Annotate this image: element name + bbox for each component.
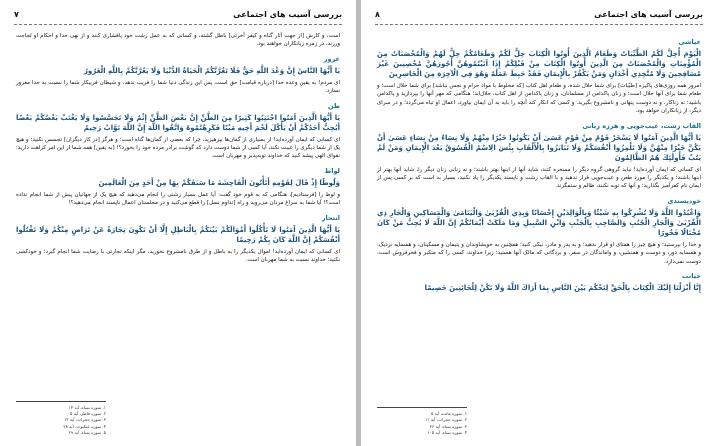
footnote: ۳. سوره نساء، آیه ۳۶ <box>429 423 467 429</box>
footnote: ۲. سوره فاطر، آیه ۵ <box>70 411 106 417</box>
intro-paragraph: است، و کارش [از جهت آثار گناه و کیفر آخرتی] باطل گشته، و کسانی که به عمل زشت خود پافشاری کنند و از نهی خدا و احکام او لجاجت ورزند، در زمره زیانکاران خواهند بود. <box>16 33 340 48</box>
page-header <box>14 10 342 25</box>
quran-verse: إِنَّا أَنْزَلْنَا إِلَيْكَ الْكِتَابَ بِالْحَقِّ لِتَحْكُمَ بَيْنَ النَّاسِ بِمَا أَرَاكَ اللَّهُ وَلَا تَكُنْ لِلْخَائِنِينَ خَصِيمًا <box>424 284 701 293</box>
quran-verse: يَا أَيُّهَا الَّذِينَ آمَنُوا لَا تَأْكُلُوا أَمْوَالَكُمْ بَيْنَكُمْ بِالْبَاطِلِ إِلَّا أَنْ تَكُونَ تِجَارَةً عَنْ تَرَاضٍ مِنْكُمْ وَلَا تَقْتُلُوا أَنْفُسَكُمْ إِنَّ اللَّهَ كَانَ بِكُمْ رَحِيمًا <box>16 225 340 244</box>
translation-paragraph: ای کسانی که ایمان آورده‌اید! نباید گروهی گروه دیگر را مسخره کنند، شاید آنها از اینها بهتر باشند؛ و نه زنانی زنان دیگر را، شاید آنها بهتر از اینها باشند؛ و یکدیگر را مورد طعن و عیب‌جویی قرار ندهید و با القاب زشت و ناپسند یکدیگر را یاد نکنید، بسیار بد است که بر کسی پس از ایمان نام کفرآمیز بگذارید؛ و آنها که توبه نکنند، ظالم و ستمگرند. <box>377 166 701 190</box>
book-page-7 <box>0 0 356 446</box>
section-title: لواط <box>324 166 340 175</box>
translation-paragraph: ای مردم! به یقین وعده خدا [درباره قیامت] حق است، پس این زندگی دنیا شما را فریب ندهد، و شیطان فریبکار شما را نسبت به خدا مغرور نسازد. <box>16 79 340 95</box>
quran-verse: يَا أَيُّهَا الَّذِينَ آمَنُوا لَا يَسْخَرْ قَوْمٌ مِنْ قَوْمٍ عَسَىٰ أَنْ يَكُونُوا خَيْرًا مِنْهُمْ وَلَا نِسَاءٌ مِنْ نِسَاءٍ عَسَىٰ أَنْ يَكُنَّ خَيْرًا مِنْهُنَّ وَلَا تَلْمِزُوا أَنْفُسَكُمْ وَلَا تَنَابَزُوا بِالْأَلْقَابِ بِئْسَ الِاسْمُ الْفُسُوقُ بَعْدَ الْإِيمَانِ وَمَنْ لَمْ يَتُبْ فَأُولَٰئِكَ هُمُ الظَّالِمُونَ <box>377 133 701 162</box>
section-title: القاب زشت، عیب‌جویی و هرزه زبانی <box>582 121 701 130</box>
running-title: بررسی آسیب های اجتماعی <box>233 10 342 19</box>
footnote: ۴. سوره نساء، آیه ۱۰۵ <box>427 429 467 435</box>
quran-verse: يَا أَيُّهَا النَّاسُ إِنَّ وَعْدَ اللَّهِ حَقٌّ فَلَا تَغُرَّنَّكُمُ الْحَيَاةُ الدُّنْيَا وَلَا يَغُرَّنَّكُمْ بِاللَّهِ الْغَرُورُ <box>83 66 340 75</box>
page-content <box>377 32 701 296</box>
page-header <box>375 10 703 25</box>
section-title: عیاشی <box>678 38 701 46</box>
footnote: ۱. سوره مائده، آیه ۵ <box>430 411 467 417</box>
translation-paragraph: و لوط را [فرستادیم]، هنگامی که به قوم خود گفت: آیا عمل بسیار زشتی را انجام می‌دهید که هیچ یک از جهانیان پیش از شما انجام نداده است؟! آیا شما به سراغ مردان می‌روید و راه [تداوم نسل] را قطع می‌کنید و در مجلستان اعمال ناپسند انجام می‌دهید؟! <box>16 191 340 207</box>
quran-verse: يَا أَيُّهَا الَّذِينَ آمَنُوا اجْتَنِبُوا كَثِيرًا مِنَ الظَّنِّ إِنَّ بَعْضَ الظَّنِّ إِثْمٌ وَلَا تَجَسَّسُوا وَلَا يَغْتَبْ بَعْضُكُمْ بَعْضًا أَيُحِبُّ أَحَدُكُمْ أَنْ يَأْكُلَ لَحْمَ أَخِيهِ مَيْتًا فَكَرِهْتُمُوهُ وَاتَّقُوا اللَّهَ إِنَّ اللَّهَ تَوَّابٌ رَحِيمٌ <box>16 113 340 132</box>
translation-paragraph: ای کسانی که ایمان آورده‌اید! اموال یکدیگر را به باطل و از طرق نامشروع نخورید، مگر اینکه تجارتی با رضایت شما انجام گیرد؛ و خودکشی نکنید؛ خداوند نسبت به شما مهربان است. <box>16 248 340 264</box>
quran-verse: وَلُوطًا إِذْ قَالَ لِقَوْمِهِ أَتَأْتُونَ الْفَاحِشَةَ مَا سَبَقَكُمْ بِهَا مِنْ أَحَدٍ مِنَ الْعَالَمِينَ <box>98 178 340 187</box>
footnote: ۳. سوره حجرات، آیه ۱۲ <box>64 417 106 423</box>
quran-verse: وَاعْبُدُوا اللَّهَ وَلَا تُشْرِكُوا بِهِ شَيْئًا وَبِالْوَالِدَيْنِ إِحْسَانًا وَبِذِي الْقُرْبَىٰ وَالْيَتَامَىٰ وَالْمَسَاكِينِ وَالْجَارِ ذِي الْقُرْبَىٰ وَالْجَارِ الْجُنُبِ وَالصَّاحِبِ بِالْجَنْبِ وَابْنِ السَّبِيلِ وَمَا مَلَكَتْ أَيْمَانُكُمْ إِنَّ اللَّهَ لَا يُحِبُّ مَنْ كَانَ مُخْتَالًا فَخُورًا <box>377 208 701 237</box>
section-title: خیانت <box>681 272 701 281</box>
section-title: غرور <box>323 54 340 63</box>
section-title: انتحار <box>321 213 340 222</box>
running-title: بررسی آسیب های اجتماعی <box>594 10 703 19</box>
translation-paragraph: امروز همه روزی‌های پاکیزه [طیّبات] برای شما حلال شده، و طعام اهل کتاب [که مخلوط با مواد حرام و نجس نباشد] برای شما حلال است؛ و طعام شما برای آنها حلال است؛ و زنان پاکدامن از مسلمانان، و زنان پاکدامن از اهل کتاب، حلال‌اند؛ هنگامی که مهر آنها را بپردازید و پاکدامن باشید؛ نه زناکار، و نه دوست پنهانی و نامشروع بگیرید. و کسی که انکار کند آنچه را باید به آن ایمان بیاورد، اعمال او تباه می‌گردد؛ و در سرای دیگر، از زیانکاران خواهد بود. <box>377 83 701 115</box>
book-page-8 <box>361 0 717 446</box>
quran-verse: الْيَوْمَ أُحِلَّ لَكُمُ الطَّيِّبَاتُ وَطَعَامُ الَّذِينَ أُوتُوا الْكِتَابَ حِلٌّ لَكُمْ وَطَعَامُكُمْ حِلٌّ لَهُمْ وَالْمُحْصَنَاتُ مِنَ الْمُؤْمِنَاتِ وَالْمُحْصَنَاتُ مِنَ الَّذِينَ أُوتُوا الْكِتَابَ مِنْ قَبْلِكُمْ إِذَا آتَيْتُمُوهُنَّ أُجُورَهُنَّ مُحْصِنِينَ غَيْرَ مُسَافِحِينَ وَلَا مُتَّخِذِي أَخْدَانٍ وَمَنْ يَكْفُرْ بِالْإِيمَانِ فَقَدْ حَبِطَ عَمَلُهُ وَهُوَ فِي الْآخِرَةِ مِنَ الْخَاسِرِينَ <box>377 50 701 78</box>
section-title: خودپسندی <box>667 196 701 205</box>
translation-paragraph: و خدا را بپرستید؛ و هیچ چیز را همتای او قرار ندهید؛ و به پدر و مادر، نیکی کنید؛ همچنین به خویشاوندان و یتیمان و مسکینان، و همسایه نزدیک، و همسایه دور، و دوست و همنشین، و واماندگان در سفر، و بردگانی که مالک آنها هستید؛ زیرا خداوند، کسی را که متکبر و فخرفروش است، دوست نمی‌دارد. <box>377 241 701 265</box>
footnote: ۴. سوره عنکبوت، آیه ۲۸ <box>63 423 106 429</box>
translation-paragraph: ای کسانی که ایمان آورده‌اید! از بسیاری از گمان‌ها بپرهیزید، چرا که بعضی از گمان‌ها گناه است؛ و هرگز [در کار دیگران] تجسس نکنید؛ و هیچ یک از شما دیگری را غیبت نکند، آیا کسی از شما دوست دارد که گوشت برادر مرده خود را بخورد؟! [به یقین] همه شما از این امر کراهت دارید؛ تقوای الهی پیشه کنید که خداوند توبه‌پذیر و مهربان است. <box>16 136 340 160</box>
footnote: ۱. سوره نساء، آیه ۱۴ <box>68 404 106 410</box>
page-number: ۸ <box>375 10 380 19</box>
footnotes <box>16 401 106 436</box>
footnote: ۲. سوره حجرات، آیه ۱۱ <box>425 417 467 423</box>
page-content <box>16 32 340 267</box>
page-number: ۷ <box>14 10 19 19</box>
section-title: ظن <box>328 101 340 110</box>
footnote: ۵. سوره نساء، آیه ۲۹ <box>68 429 106 435</box>
footnotes <box>377 407 467 436</box>
